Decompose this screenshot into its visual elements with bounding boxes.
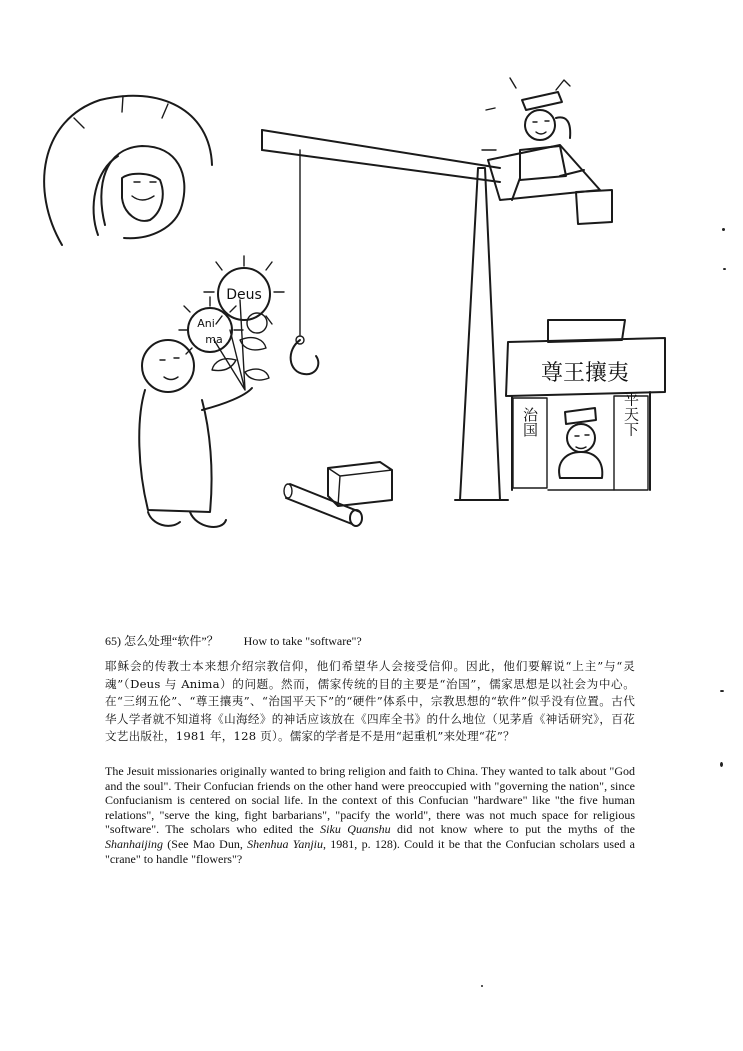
caption-english: How to take "software"? bbox=[243, 634, 362, 648]
flower-label-anima-1: Ani bbox=[197, 317, 215, 330]
english-text-part-2: did not know where to put the myths of the bbox=[390, 822, 635, 837]
english-text-part-1: The Jesuit missionaries originally wanted to bring religion and faith to China. They wanted to talk about "God and the soul". Their Confucian friends on the other hand were preoccupied with "governing the nation", since Confucianism is centered on social life. In the context of this Confucian "hardware" like "the five human relations", "serve the king, fight barbarians", "pacify the world", there was not much space for religious "software". The scholars who edited the bbox=[105, 764, 635, 837]
scan-speck bbox=[720, 762, 723, 767]
scan-speck bbox=[481, 985, 483, 987]
scan-speck bbox=[722, 228, 725, 231]
crane bbox=[262, 108, 600, 500]
title-siku-quanshu: Siku Quanshu bbox=[320, 822, 391, 837]
flower-label-deus: Deus bbox=[226, 287, 262, 303]
person-with-flowers bbox=[139, 256, 284, 527]
box-and-scroll bbox=[284, 462, 392, 526]
scholar-house bbox=[506, 320, 665, 490]
title-shenhua-yanjiu: Shenhua Yanjiu bbox=[247, 836, 323, 851]
flower-label-anima-2: ma bbox=[205, 333, 223, 346]
caption-chinese: 怎么处理“软件”？ bbox=[124, 634, 219, 648]
english-text-part-4: , 1981, p. 128). Could it be that the Confucian scholars used a "crane" to handle "flowers"? bbox=[105, 836, 635, 866]
caption-number: 65) bbox=[105, 634, 121, 648]
left-banner: 治国 bbox=[521, 407, 539, 437]
scan-speck bbox=[723, 268, 726, 270]
right-banner: 平天下 bbox=[622, 391, 640, 437]
crane-operator bbox=[510, 78, 612, 224]
english-paragraph bbox=[105, 764, 635, 866]
english-text-part-3: (See Mao Dun, bbox=[163, 836, 248, 851]
title-shanhaijing: Shanhaijing bbox=[105, 836, 164, 851]
figure-caption bbox=[105, 632, 362, 649]
house-sign: 尊王攘夷 bbox=[540, 361, 630, 386]
scan-speck bbox=[720, 690, 724, 692]
halo-figure bbox=[44, 96, 212, 245]
chinese-paragraph: 耶稣会的传教士本来想介绍宗教信仰，他们希望华人会接受信仰。因此，他们要解说“上主”与“灵魂”（Deus 与 Anima）的问题。然而，儒家传统的目的主要是“治国”，儒家思想是以社会为中心。在“三纲五伦”、“尊王攘夷”、“治国平天下”的“硬件”体系中，宗教思想的“软件”似乎没有位置。古代华人学者就不知道将《山海经》的神话应该放在《四库全书》的什么地位（见茅盾《神话研究》，百花文艺出版社，1981 年，128 页）。儒家的学者是不是用“起重机”来处理“花”？ bbox=[105, 659, 635, 743]
